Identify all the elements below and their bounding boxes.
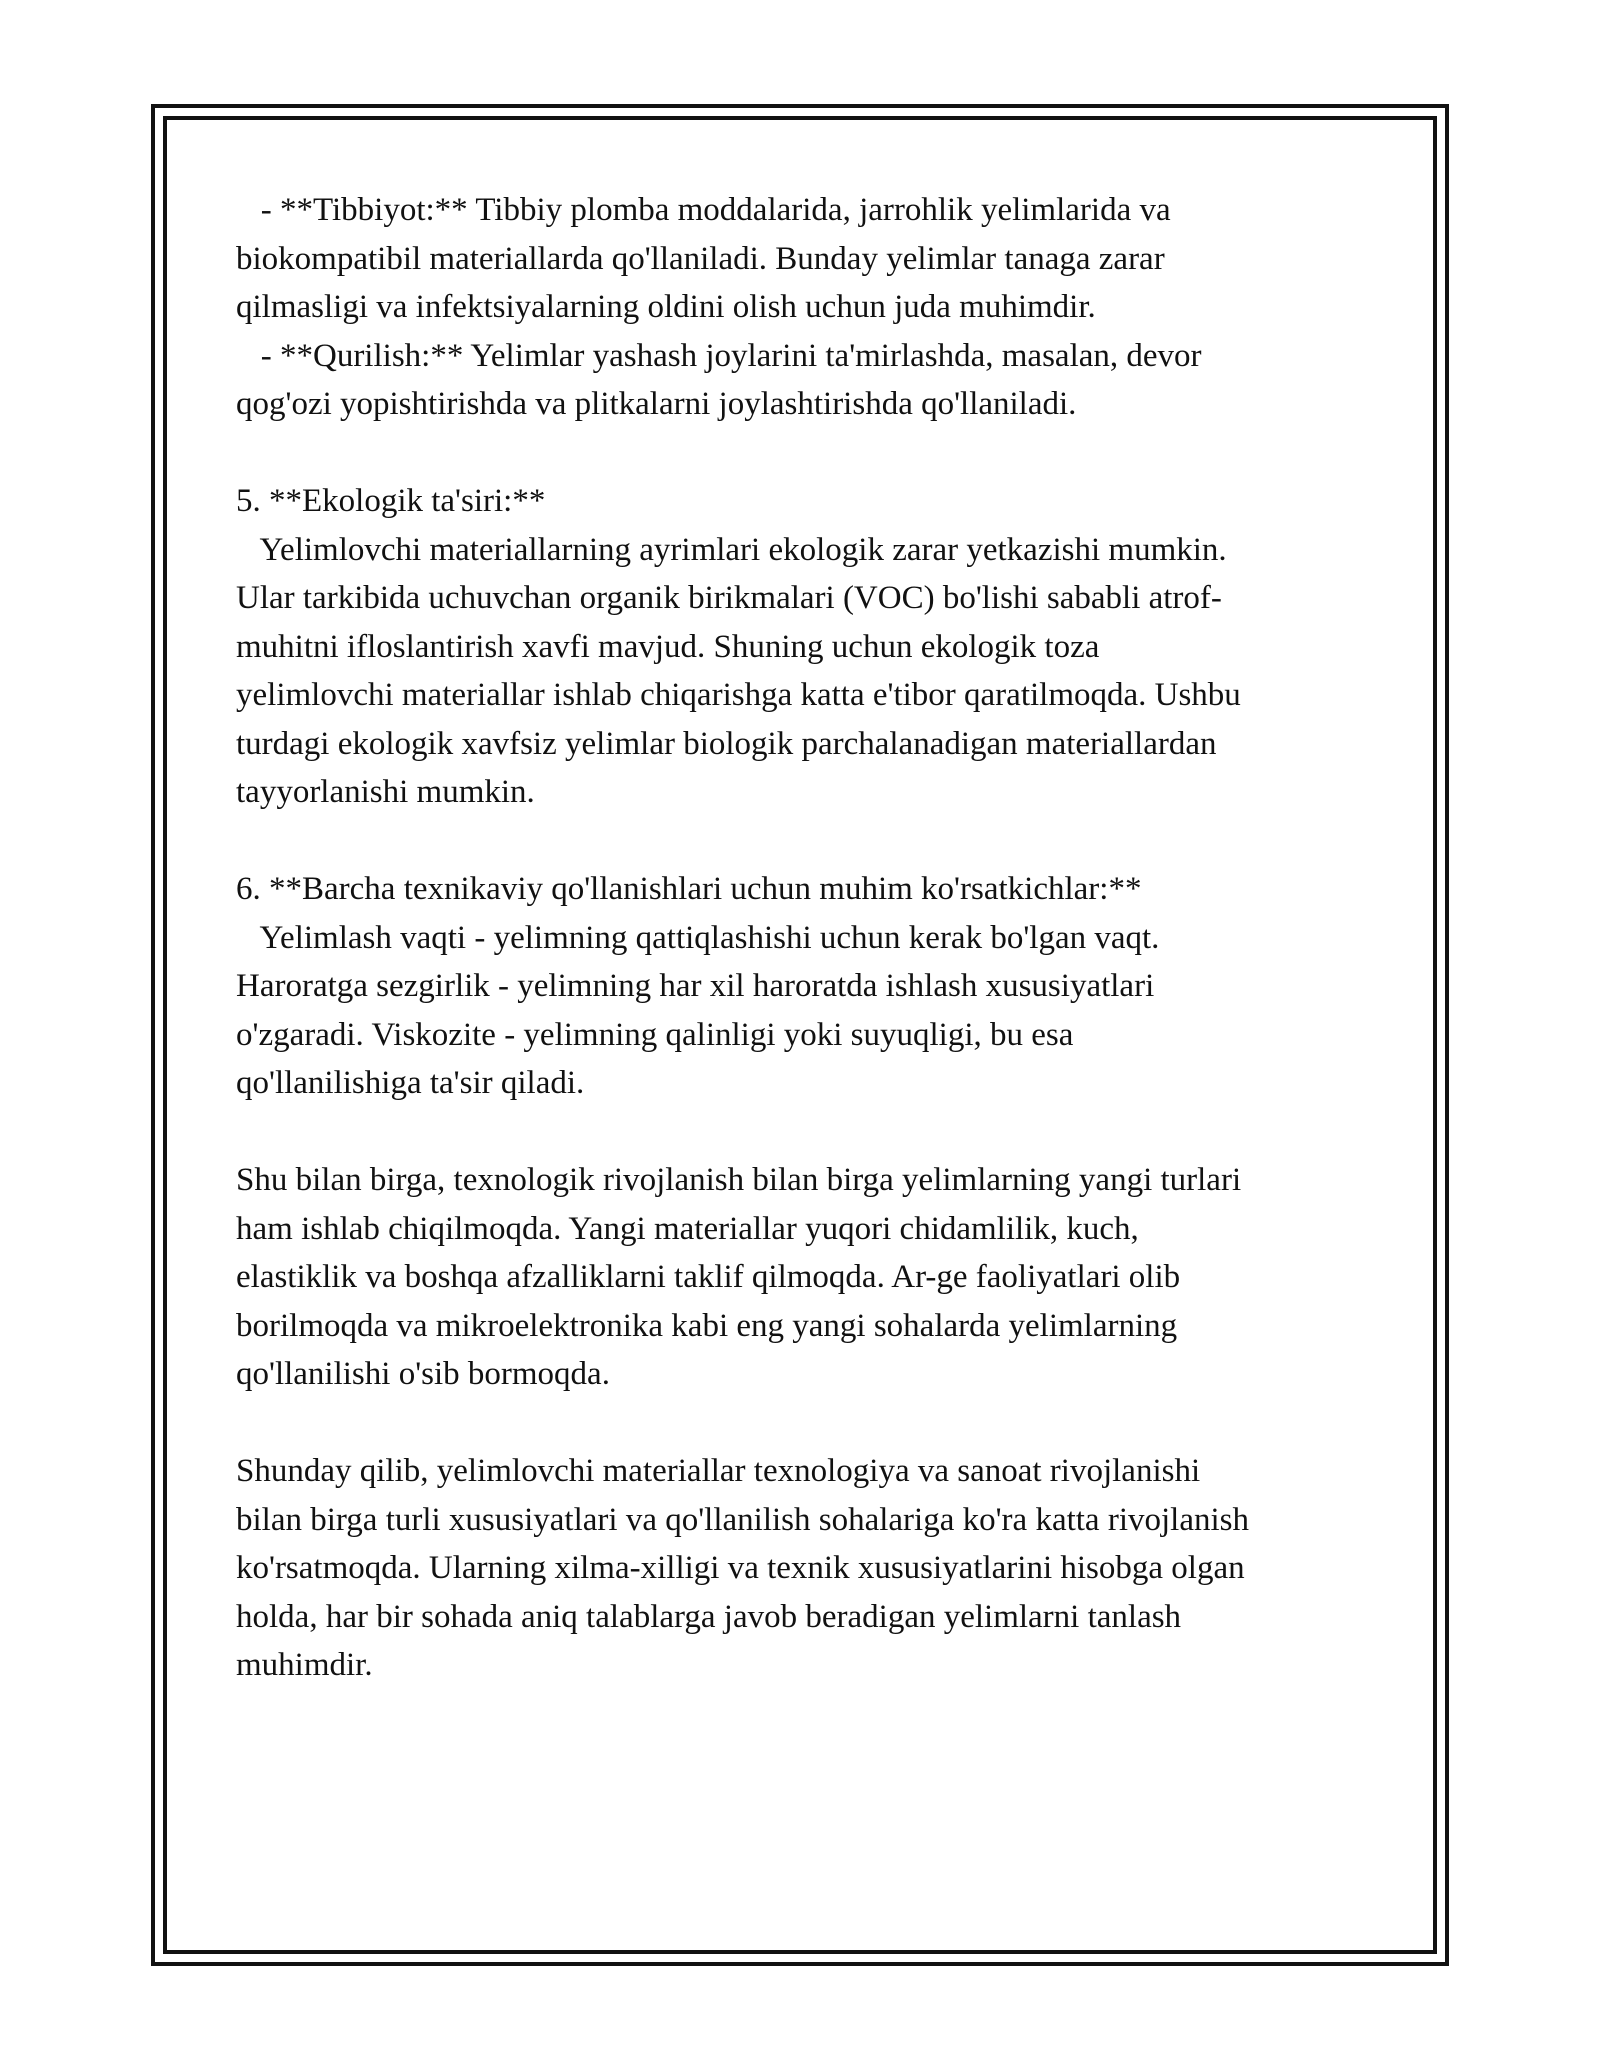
text-line: o'zgaradi. Viskozite - yelimning qalinligi yoki suyuqligi, bu esa: [236, 1016, 1074, 1053]
text-line: qog'ozi yopishtirishda va plitkalarni joylashtirishda qo'llaniladi.: [236, 386, 1077, 422]
paragraph-gap: [236, 1399, 1376, 1448]
text-line: elastiklik va boshqa afzalliklarni taklif qilmoqda. Ar-ge faoliyatlari olib: [236, 1259, 1181, 1295]
section-heading: 5. **Ekologik ta'siri:**: [236, 483, 546, 519]
text-line: tayyorlanishi mumkin.: [236, 774, 535, 810]
paragraph-applications-list: [236, 186, 1376, 429]
paragraph-gap: [236, 429, 1376, 478]
text-line: muhimdir.: [236, 1647, 373, 1683]
text-line: - **Tibbiyot:** Tibbiy plomba moddalarida, jarrohlik yelimlarida va: [236, 192, 1171, 228]
paragraph-gap: [236, 1108, 1376, 1157]
text-line: qo'llanilishi o'sib bormoqda.: [236, 1356, 610, 1392]
paragraph-gap: [236, 817, 1376, 866]
text-line: Ular tarkibida uchuvchan organik birikmalari (VOC) bo'lishi sababli atrof-: [236, 580, 1222, 616]
text-line: borilmoqda va mikroelektronika kabi eng yangi sohalarda yelimlarning: [236, 1307, 1178, 1344]
paragraph-ecological-impact: [236, 477, 1376, 817]
text-line: holda, har bir sohada aniq talablarga javob beradigan yelimlarni tanlash: [236, 1598, 1182, 1635]
text-line: ko'rsatmoqda. Ularning xilma-xilligi va texnik xususiyatlarini hisobga olgan: [236, 1550, 1245, 1586]
text-line: bilan birga turli xususiyatlari va qo'llanilish sohalariga ko'ra katta rivojlanish: [236, 1501, 1249, 1538]
text-line: biokompatibil materiallarda qo'llaniladi. Bunday yelimlar tanaga zarar: [236, 240, 1165, 277]
paragraph-technical-indicators: [236, 865, 1376, 1108]
text-line: yelimlovchi materiallar ishlab chiqarishga katta e'tibor qaratilmoqda. Ushbu: [236, 677, 1241, 713]
text-line: Shunday qilib, yelimlovchi materiallar texnologiya va sanoat rivojlanishi: [236, 1453, 1201, 1489]
text-line: - **Qurilish:** Yelimlar yashash joylarini ta'mirlashda, masalan, devor: [236, 337, 1202, 374]
text-line: qo'llanilishiga ta'sir qiladi.: [236, 1065, 585, 1101]
text-line: qilmasligi va infektsiyalarning oldini olish uchun juda muhimdir.: [236, 289, 1096, 325]
document-body: [236, 186, 1376, 1690]
text-line: Yelimlash vaqti - yelimning qattiqlashishi uchun kerak bo'lgan vaqt.: [236, 919, 1160, 956]
text-line: ham ishlab chiqilmoqda. Yangi materiallar yuqori chidamlilik, kuch,: [236, 1210, 1139, 1247]
text-line: turdagi ekologik xavfsiz yelimlar biologik parchalanadigan materiallardan: [236, 725, 1217, 762]
section-heading: 6. **Barcha texnikaviy qo'llanishlari uchun muhim ko'rsatkichlar:**: [236, 871, 1142, 907]
text-line: muhitni ifloslantirish xavfi mavjud. Shuning uchun ekologik toza: [236, 628, 1100, 665]
paragraph-new-developments: [236, 1156, 1376, 1399]
text-line: Shu bilan birga, texnologik rivojlanish bilan birga yelimlarning yangi turlari: [236, 1162, 1242, 1198]
text-line: Haroratga sezgirlik - yelimning har xil haroratda ishlash xususiyatlari: [236, 968, 1155, 1004]
paragraph-conclusion: [236, 1447, 1376, 1690]
text-line: Yelimlovchi materiallarning ayrimlari ekologik zarar yetkazishi mumkin.: [236, 531, 1227, 568]
